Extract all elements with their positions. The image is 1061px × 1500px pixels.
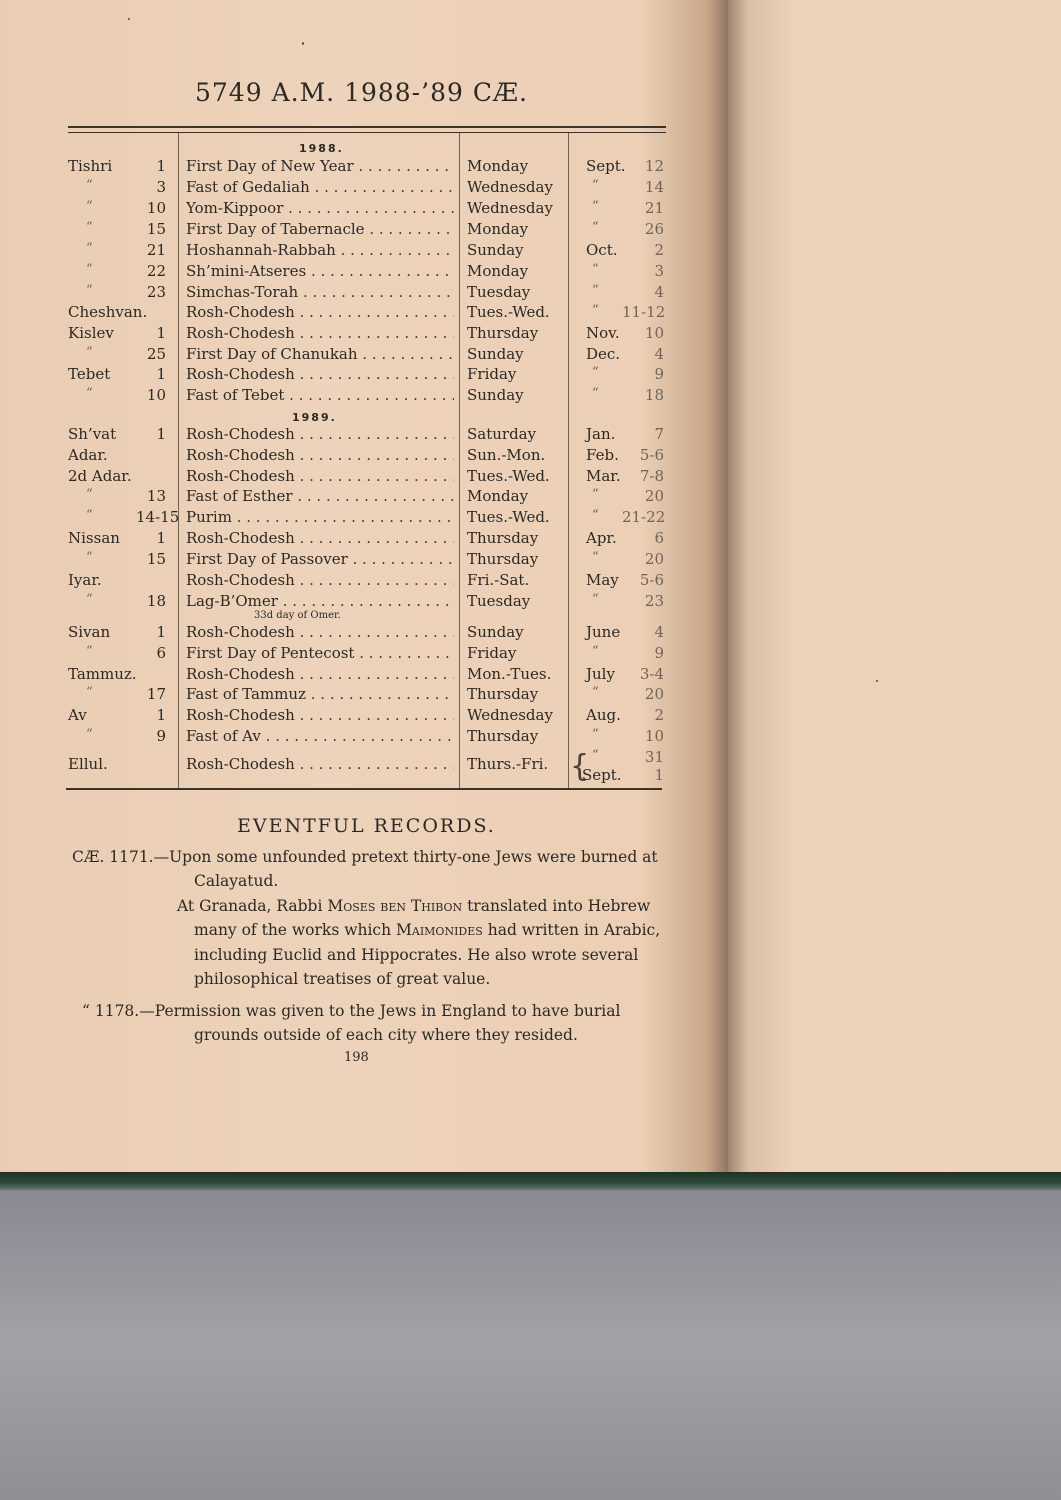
gregorian-month: “: [592, 592, 599, 607]
event-name: First Day of Tabernacle . . .: [186, 220, 454, 238]
table-row: [66, 220, 666, 241]
gregorian-day: 3-4: [639, 665, 664, 683]
weekday: Tuesday: [467, 283, 531, 301]
event-name: Rosh-Chodesh . . .: [186, 665, 454, 683]
hebrew-month: “: [86, 199, 93, 214]
hebrew-day: 18: [146, 592, 166, 610]
hebrew-month: 2d Adar.: [68, 467, 132, 485]
weekday: Monday: [467, 157, 529, 175]
gregorian-month: Apr.: [586, 529, 617, 547]
weekday: Wednesday: [467, 706, 553, 724]
hebrew-month: Tebet: [68, 365, 111, 383]
weekday: Tues.-Wed.: [467, 467, 550, 485]
table-top-rule-thin: [68, 132, 666, 133]
table-row: [66, 529, 666, 550]
record-granada-text-b: translated into Hebrew: [462, 897, 651, 915]
gregorian-month: “: [592, 685, 599, 700]
weekday: Sunday: [467, 241, 524, 259]
gregorian-day: 5-6: [639, 446, 664, 464]
gregorian-day: 18: [644, 386, 664, 404]
gregorian-month: Jan.: [586, 425, 616, 443]
gregorian-day: 3: [654, 262, 664, 280]
gregorian-day: 26: [644, 220, 664, 238]
table-row: [66, 665, 666, 686]
gregorian-day: 20: [644, 550, 664, 568]
book-cover-edge: [0, 1172, 1061, 1190]
hebrew-month: Tishri: [68, 157, 113, 175]
record-granada-line4: philosophical treatises of great value.: [194, 970, 491, 988]
rabbi-name: Moses ben Thibon: [327, 897, 463, 915]
ellul-gmonth-1: “: [592, 748, 599, 763]
record-1171: [72, 845, 658, 870]
record-granada-text-d: had written in Arabic,: [482, 921, 661, 939]
gregorian-month: “: [592, 199, 599, 214]
event-name: Rosh-Chodesh . . .: [186, 303, 454, 321]
gregorian-month: “: [592, 644, 599, 659]
weekday: Sunday: [467, 386, 524, 404]
gregorian-month: July: [586, 665, 615, 683]
gregorian-month: Sept.: [586, 157, 626, 175]
gregorian-day: 7-8: [639, 467, 664, 485]
weekday: Sunday: [467, 623, 524, 641]
table-row: [66, 283, 666, 304]
hebrew-month: “: [86, 283, 93, 298]
hebrew-day: 21: [146, 241, 166, 259]
event-name: Rosh-Chodesh . . .: [186, 467, 454, 485]
gregorian-day: 7: [654, 425, 664, 443]
page-number: 198: [344, 1050, 369, 1065]
event-name: Rosh-Chodesh . . .: [186, 623, 454, 641]
hebrew-day: 1: [156, 425, 166, 443]
table-row: [66, 241, 666, 262]
table-row: [66, 706, 666, 727]
event-name: Lag-B’Omer . . .: [186, 592, 454, 610]
gregorian-month: “: [592, 178, 599, 193]
hebrew-month: Iyar.: [68, 571, 102, 589]
section-title-eventful-records: EVENTFUL RECORDS.: [237, 815, 496, 837]
weekday: Monday: [467, 487, 529, 505]
hebrew-day: 9: [156, 727, 166, 745]
table-row: [66, 365, 666, 386]
event-name: Fast of Gedaliah . . .: [186, 178, 454, 196]
weekday: Thursday: [467, 727, 539, 745]
weekday: Friday: [467, 365, 517, 383]
table-row: [66, 571, 666, 592]
gregorian-day: 2: [654, 706, 664, 724]
table-row: [66, 303, 666, 324]
hebrew-month: “: [86, 592, 93, 607]
paper-speck: [876, 680, 878, 682]
table-row: [66, 178, 666, 199]
event-name: Rosh-Chodesh . . .: [186, 571, 454, 589]
hebrew-day: 1: [156, 157, 166, 175]
record-granada-line2: [194, 918, 660, 943]
gregorian-month: “: [592, 262, 599, 277]
weekday: Thursday: [467, 324, 539, 342]
gregorian-day: 14: [644, 178, 664, 196]
weekday: Monday: [467, 220, 529, 238]
hebrew-month: “: [86, 262, 93, 277]
record-granada-line1: [177, 894, 650, 919]
gregorian-month: Feb.: [586, 446, 619, 464]
table-row: [66, 262, 666, 283]
gregorian-month: “: [592, 365, 599, 380]
weekday: Sun.-Mon.: [467, 446, 546, 464]
hebrew-day: 23: [146, 283, 166, 301]
weekday: Thursday: [467, 550, 539, 568]
record-1178-line1: —Permission was given to the Jews in England to have burial: [139, 1002, 621, 1020]
gregorian-month: “: [592, 727, 599, 742]
table-row: [66, 727, 666, 748]
hebrew-day: 10: [146, 386, 166, 404]
gregorian-month: Oct.: [586, 241, 618, 259]
weekday: Thursday: [467, 685, 539, 703]
hebrew-month: Av: [68, 706, 87, 724]
weekday: Wednesday: [467, 199, 553, 217]
table-bottom-rule: [66, 788, 662, 790]
hebrew-day: 1: [156, 365, 166, 383]
hebrew-month: “: [86, 178, 93, 193]
gregorian-month: Aug.: [586, 706, 621, 724]
weekday: Tues.-Wed.: [467, 508, 550, 526]
gregorian-day: 12: [644, 157, 664, 175]
lag-bomer-note: 33d day of Omer.: [254, 610, 341, 621]
table-row: [66, 467, 666, 488]
record-1178: [82, 999, 620, 1024]
weekday: Tues.-Wed.: [467, 303, 550, 321]
ellul-event: Rosh-Chodesh . . .: [186, 755, 454, 773]
weekday: Thursday: [467, 529, 539, 547]
right-page: [728, 0, 1061, 1178]
gregorian-day: 5-6: [639, 571, 664, 589]
gregorian-day: 4: [654, 623, 664, 641]
record-1178-cont: grounds outside of each city where they resided.: [194, 1026, 578, 1044]
table-row: [66, 623, 666, 644]
event-name: Fast of Av . . .: [186, 727, 454, 745]
gregorian-day: 21-22: [622, 508, 666, 526]
hebrew-month: “: [86, 685, 93, 700]
weekday: Mon.-Tues.: [467, 665, 552, 683]
gregorian-day: 6: [654, 529, 664, 547]
table-row-ellul-date-2: [66, 766, 666, 787]
hebrew-month: Kislev: [68, 324, 114, 342]
hebrew-day: 1: [156, 529, 166, 547]
event-name: Rosh-Chodesh . . .: [186, 446, 454, 464]
hebrew-day: 10: [146, 199, 166, 217]
ellul-gday-2: 1: [654, 766, 664, 784]
event-name: Sh’mini-Atseres . . .: [186, 262, 454, 280]
event-name: Yom-Kippoor . . .: [186, 199, 454, 217]
hebrew-day: 13: [146, 487, 166, 505]
record-granada-text-a: At Granada, Rabbi: [177, 897, 328, 915]
hebrew-day: 3: [156, 178, 166, 196]
hebrew-month: Sh’vat: [68, 425, 117, 443]
hebrew-month: Tammuz.: [68, 665, 137, 683]
hebrew-month: Nissan: [68, 529, 120, 547]
hebrew-day: 15: [146, 550, 166, 568]
hebrew-month: “: [86, 550, 93, 565]
hebrew-day: 15: [146, 220, 166, 238]
hebrew-month: “: [86, 386, 93, 401]
gregorian-month: June: [586, 623, 621, 641]
event-name: First Day of New Year . . .: [186, 157, 454, 175]
gregorian-month: “: [592, 386, 599, 401]
gregorian-day: 4: [654, 345, 664, 363]
hebrew-day: 22: [146, 262, 166, 280]
gregorian-day: 9: [654, 644, 664, 662]
event-name: First Day of Chanukah . . .: [186, 345, 454, 363]
table-row: [66, 685, 666, 706]
table-row: [66, 644, 666, 665]
table-surface: [0, 1190, 1061, 1500]
year-header-1989: 1989.: [292, 411, 337, 424]
hebrew-month: Cheshvan.: [68, 303, 148, 321]
table-top-rule: [68, 126, 666, 128]
gregorian-month: “: [592, 303, 599, 318]
weekday: Saturday: [467, 425, 537, 443]
hebrew-month: “: [86, 241, 93, 256]
ellul-month: Ellul.: [68, 755, 108, 773]
hebrew-month: “: [86, 220, 93, 235]
event-name: Rosh-Chodesh . . .: [186, 706, 454, 724]
hebrew-month: “: [86, 487, 93, 502]
weekday: Tuesday: [467, 592, 531, 610]
gregorian-day: 4: [654, 283, 664, 301]
weekday: Sunday: [467, 345, 524, 363]
event-name: Simchas-Torah . . .: [186, 283, 454, 301]
paper-speck: [128, 18, 130, 20]
event-name: Rosh-Chodesh . . .: [186, 425, 454, 443]
gregorian-month: “: [592, 487, 599, 502]
gregorian-month: Mar.: [586, 467, 621, 485]
event-name: Fast of Tebet . . .: [186, 386, 454, 404]
event-name: Rosh-Chodesh . . .: [186, 324, 454, 342]
weekday: Fri.-Sat.: [467, 571, 530, 589]
event-name: Rosh-Chodesh . . .: [186, 365, 454, 383]
event-name: Hoshannah-Rabbah . . .: [186, 241, 454, 259]
year-header-1988: 1988.: [299, 142, 344, 155]
hebrew-month: Adar.: [68, 446, 108, 464]
ellul-weekday: Thurs.-Fri.: [467, 755, 549, 773]
gregorian-day: 23: [644, 592, 664, 610]
gregorian-day: 20: [644, 487, 664, 505]
table-row: [66, 386, 666, 407]
gregorian-day: 10: [644, 727, 664, 745]
table-row: [66, 425, 666, 446]
record-granada-text-c: many of the works which: [194, 921, 396, 939]
hebrew-day: 14-15: [136, 508, 180, 526]
hebrew-month: Sivan: [68, 623, 111, 641]
table-row: [66, 446, 666, 467]
hebrew-day: 6: [156, 644, 166, 662]
gregorian-month: “: [592, 283, 599, 298]
gregorian-month: May: [586, 571, 619, 589]
table-row: [66, 592, 666, 613]
gregorian-day: 11-12: [622, 303, 666, 321]
record-granada-line3: including Euclid and Hippocrates. He also wrote several: [194, 946, 639, 964]
hebrew-month: “: [86, 345, 93, 360]
table-row: [66, 199, 666, 220]
hebrew-day: 17: [146, 685, 166, 703]
event-name: Rosh-Chodesh . . .: [186, 529, 454, 547]
table-row: [66, 550, 666, 571]
paper-speck: [302, 42, 304, 45]
gregorian-month: “: [592, 550, 599, 565]
weekday: Friday: [467, 644, 517, 662]
gregorian-month: “: [592, 508, 599, 523]
event-name: Fast of Esther . . .: [186, 487, 454, 505]
hebrew-day: 1: [156, 623, 166, 641]
gregorian-day: 10: [644, 324, 664, 342]
table-row: [66, 324, 666, 345]
event-name: Purim . . .: [186, 508, 454, 526]
event-name: First Day of Pentecost . . .: [186, 644, 454, 662]
weekday: Monday: [467, 262, 529, 280]
hebrew-day: 1: [156, 324, 166, 342]
record-1171-cont: Calayatud.: [194, 872, 279, 890]
event-name: Fast of Tammuz . . .: [186, 685, 454, 703]
record-1171-line1: —Upon some unfounded pretext thirty-one Jews were burned at: [153, 848, 658, 866]
ellul-gday-1: 31: [644, 748, 664, 766]
ellul-gmonth-2: Sept.: [582, 766, 622, 784]
page-title: 5749 A.M. 1988-’89 CÆ.: [195, 78, 528, 107]
gregorian-month: “: [592, 220, 599, 235]
table-row: [66, 157, 666, 178]
gregorian-month: Dec.: [586, 345, 621, 363]
table-row: [66, 487, 666, 508]
gregorian-day: 9: [654, 365, 664, 383]
brace-icon: {: [570, 749, 590, 784]
hebrew-month: “: [86, 644, 93, 659]
maimonides-name: Maimonides: [396, 921, 483, 939]
record-1171-prefix: CÆ. 1171.: [72, 848, 154, 866]
gregorian-day: 21: [644, 199, 664, 217]
gregorian-day: 2: [654, 241, 664, 259]
gregorian-month: Nov.: [586, 324, 620, 342]
table-row: [66, 345, 666, 366]
hebrew-month: “: [86, 508, 93, 523]
hebrew-day: 1: [156, 706, 166, 724]
hebrew-month: “: [86, 727, 93, 742]
weekday: Wednesday: [467, 178, 553, 196]
gregorian-day: 20: [644, 685, 664, 703]
hebrew-day: 25: [146, 345, 166, 363]
record-1178-prefix: “ 1178.: [82, 1002, 140, 1020]
table-row: [66, 508, 666, 529]
event-name: First Day of Passover . . .: [186, 550, 454, 568]
